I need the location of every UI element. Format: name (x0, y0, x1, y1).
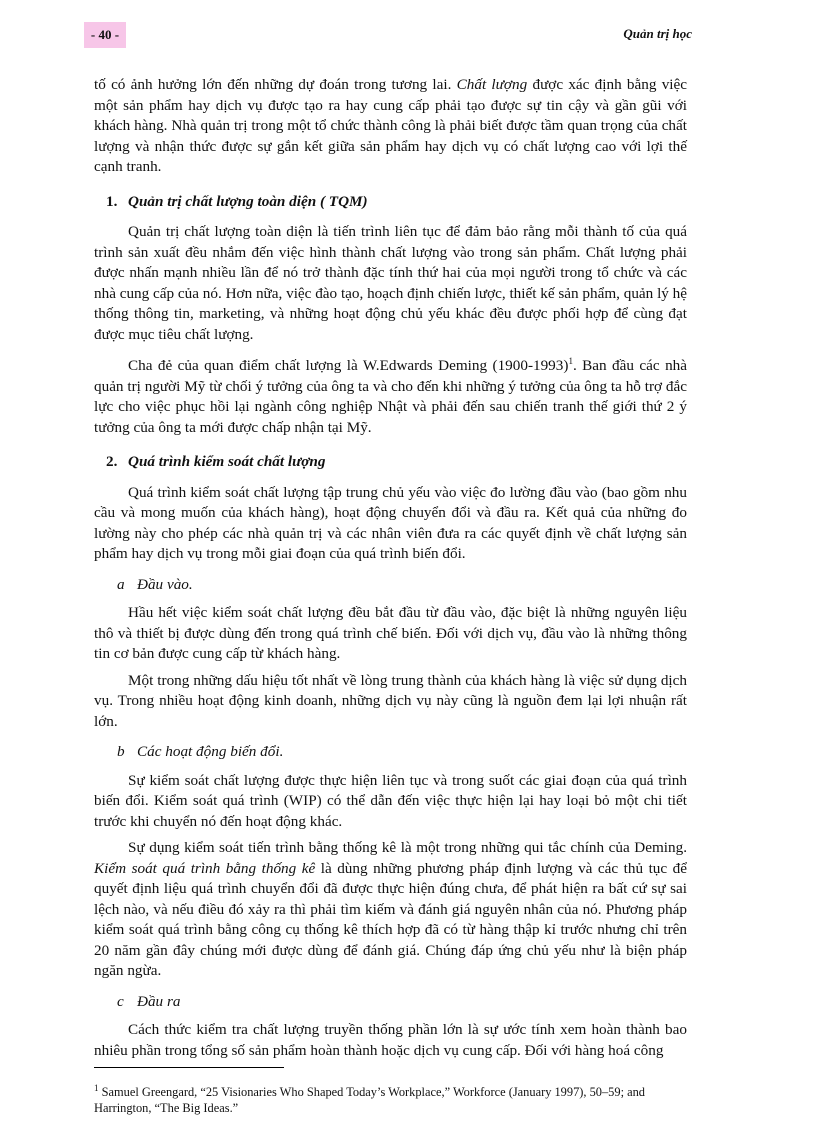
subsection-heading-output (117, 992, 687, 1013)
text-run: tố có ảnh hưởng lớn đến những dự đoán trong tương lai. (94, 76, 457, 93)
paragraph: Quá trình kiểm soát chất lượng tập trung chủ yếu vào việc đo lường đầu vào (bao gồm nhu cầu và mong muốn của khách hàng), hoạt động chuyển đổi và đầu ra. Kết quả của những đo lường này cho phép các nhà quản trị và các nhân viên đưa ra các quyết định về chất lượng sản phẩm hay dịch vụ trong mỗi giai đoạn của quá trình biến đổi. (94, 483, 687, 563)
paragraph: Sự kiểm soát chất lượng được thực hiện liên tục và trong suốt các giai đoạn của quá trình biến đổi. Kiểm soát quá trình (WIP) có thể dẫn đến việc thực hiện lại hay loại bỏ một chi tiết trước khi chuyển nó đến hoạt động khác. (94, 771, 687, 830)
footnote-text: Samuel Greengard, “25 Visionaries Who Shaped Today’s Workplace,” Workforce (January 1997), 50–59; and Harrington, “The Big Ideas.” (94, 1085, 645, 1116)
paragraph (94, 351, 687, 438)
section-title: Quản trị chất lượng toàn diện ( TQM) (128, 192, 368, 210)
paragraph: Cách thức kiểm tra chất lượng truyền thống phần lớn là sự ước tính xem hoàn thành bao nhiêu phần trong tổng số sản phẩm hoàn thành hoặc dịch vụ cung cấp. Đối với hàng hoá công (94, 1021, 687, 1059)
term-emphasis: Kiểm soát quá trình bằng thống kê (94, 859, 316, 877)
subsection-letter: a (117, 575, 125, 593)
subsection-letter: c (117, 992, 124, 1010)
section-heading-quality-control (106, 452, 687, 473)
section-title: Quá trình kiểm soát chất lượng (128, 453, 326, 471)
subsection-title: Đầu ra (137, 992, 181, 1010)
section-number: 2. (106, 453, 118, 471)
intro-paragraph (94, 75, 687, 178)
text-run: Cha đẻ của quan điểm chất lượng là W.Edwards Deming (1900-1993) (128, 357, 569, 375)
paragraph: Hầu hết việc kiểm soát chất lượng đều bắt đầu từ đầu vào, đặc biệt là những nguyên liệu thô và thiết bị được dùng đến trong quá trình chế biến. Đối với dịch vụ, đầu vào là những thông tin cơ bản được cung cấp từ khách hàng. (94, 604, 687, 663)
paragraph: Một trong những dấu hiệu tốt nhất về lòng trung thành của khách hàng là việc sử dụng dịch vụ. Trong nhiều hoạt động kinh doanh, những dịch vụ này cũng là nguồn đem lại lợi nhuận rất lớn. (94, 671, 687, 730)
term-emphasis: Chất lượng (456, 76, 528, 93)
subsection-heading-input (117, 575, 687, 596)
footnote-reference[interactable]: 1 (568, 356, 573, 366)
page-body (94, 75, 687, 1122)
footnote-marker: 1 (94, 1083, 99, 1094)
running-head: Quản trị học (623, 26, 692, 41)
section-heading-tqm (106, 192, 687, 213)
text-run: là dùng những phương pháp định lượng và các thủ tục để quyết định liệu quá trình chuyển đổi đã được thực hiện đúng chưa, để phát hiện ra bất cứ sự sai lệch nào, và nếu điều đó xảy ra thì phải tìm kiếm và đánh giá nguyên nhân của nó. Phương pháp kiểm soát quá trình bằng công cụ thống kê thích hợp đã có từ hàng thập kỉ trước nhưng chỉ trên 20 năm gần đây chúng mới được dùng để đánh giá. Chúng đáp ứng chủ yếu như là biện pháp ngăn ngừa. (94, 859, 687, 980)
footnote-divider (94, 1067, 284, 1068)
page-number: - 40 - (84, 22, 126, 48)
paragraph (94, 838, 687, 982)
subsection-letter: b (117, 743, 125, 761)
paragraph: Quản trị chất lượng toàn diện là tiến trình liên tục để đảm bảo rằng mỗi thành tố của quá trình sản xuất đều nhắm đến việc hình thành chất lượng vào trong sản phẩm. Chất lượng phải được nhấn mạnh nhiều lần để nó trở thành đặc tính thứ hai của mọi người trong tổ chức và các nhà cung cấp của nó. Hơn nữa, việc đào tạo, hoạch định chiến lược, thiết kế sản phẩm, quản lý hệ thống thông tin, marketing, và những hoạt động chủ yếu khác đều được phối hợp để cùng đạt được mục tiêu chất lượng. (94, 223, 688, 343)
subsection-title: Các hoạt động biến đổi. (137, 743, 284, 761)
subsection-heading-transformation (117, 742, 687, 763)
section-number: 1. (106, 192, 118, 210)
subsection-title: Đầu vào. (137, 575, 193, 593)
text-run: được xác định bằng việc một sản phẩm hay dịch vụ được tạo ra hay cung cấp phải tạo được sự tin cậy và gần gũi với khách hàng. Nhà quản trị trong một tổ chức thành công là phải biết được tầm quan trọng của chất lượng và nhận thức được sự gắn kết giữa sản phẩm hay dịch vụ có chất lượng cao với lợi thế cạnh tranh. (94, 76, 687, 175)
text-run: . Ban đầu các nhà quản trị người Mỹ từ chối ý tưởng của ông ta và cho đến khi những ý tưởng của ông ta hỗ trợ đắc lực cho việc phục hồi lại ngành công nghiệp Nhật và phải đến sau chiến tranh thế giới thứ 2 ý tưởng của ông ta mới được chấp nhận tại Mỹ. (94, 357, 687, 436)
text-run: Sự dụng kiểm soát tiến trình bằng thống kê là một trong những qui tắc chính của Deming. (128, 839, 687, 857)
footnote (94, 1080, 687, 1116)
